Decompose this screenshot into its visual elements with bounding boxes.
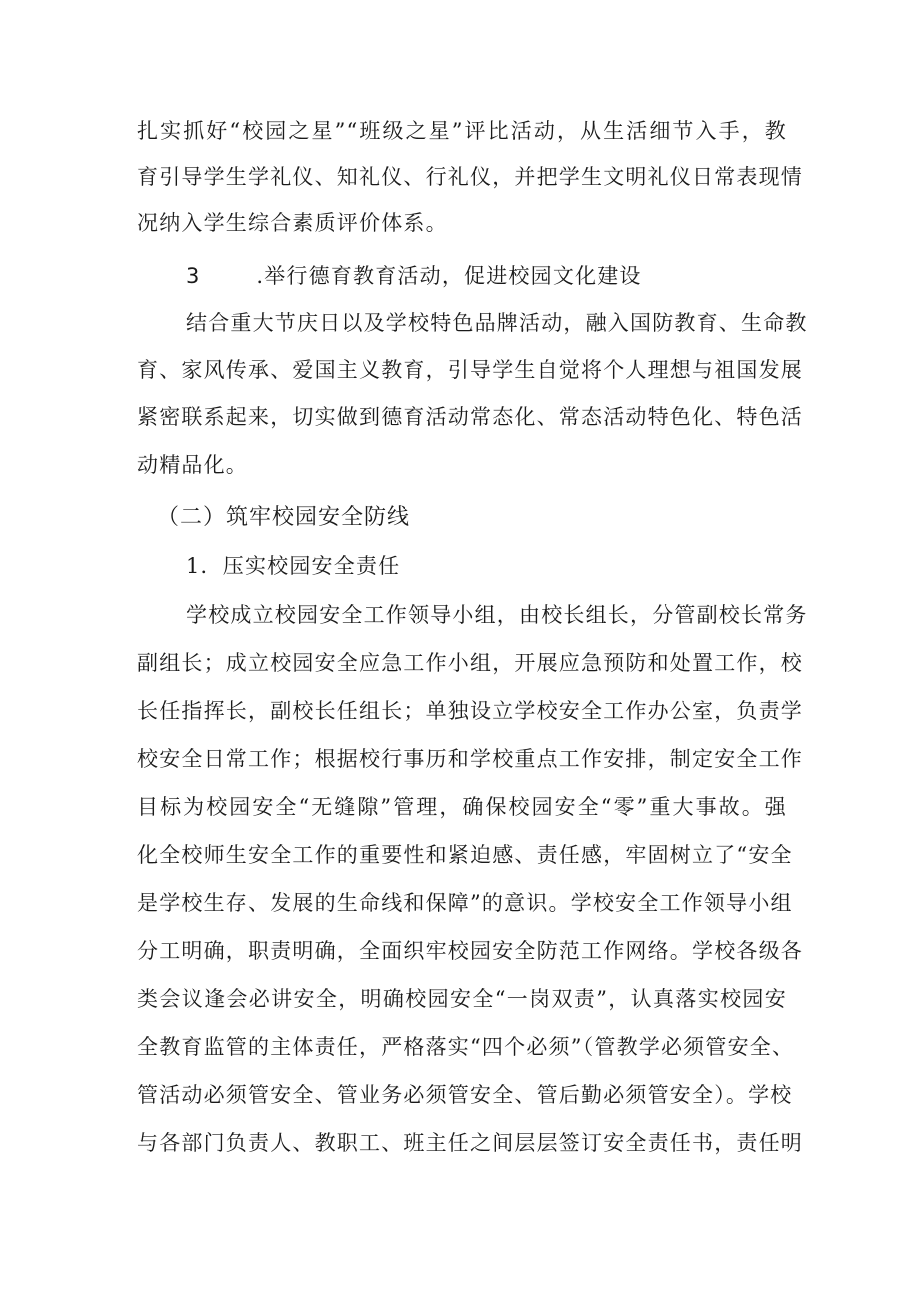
paragraph-line: 长任指挥长，副校长任组长；单独设立学校安全工作办公室，负责学: [137, 699, 803, 723]
item-3-heading: [186, 262, 786, 290]
item-3-title: .举行德育教育活动，促进校园文化建设: [256, 264, 642, 288]
paragraph-line: 目标为校园安全“无缝隙”管理，确保校园安全“零”重大事故。强: [137, 795, 787, 819]
paragraph-line: 副组长；成立校园安全应急工作小组，开展应急预防和处置工作，校: [137, 651, 803, 675]
item-1-heading: 1．压实校园安全责任: [186, 554, 401, 578]
paragraph-line: 结合重大节庆日以及学校特色品牌活动，融入国防教育、生命教: [186, 311, 808, 335]
paragraph-line: 是学校生存、发展的生命线和保障”的意识。学校安全工作领导小组: [137, 891, 793, 915]
paragraph-line: 紧密联系起来，切实做到德育活动常态化、常态活动特色化、特色活: [137, 405, 803, 429]
paragraph-line: 况纳入学生综合素质评价体系。: [137, 211, 448, 235]
paragraph-line: 学校成立校园安全工作领导小组，由校长组长，分管副校长常务: [186, 603, 808, 627]
paragraph-line: 类会议逢会必讲安全，明确校园安全“一岗双责”，认真落实校园安: [137, 987, 787, 1011]
item-3-number: 3: [186, 264, 201, 288]
paragraph-line: 全教育监管的主体责任，严格落实“四个必须”（管教学必须管安全、: [137, 1035, 795, 1059]
paragraph-line: 动精品化。: [137, 453, 248, 477]
paragraph-line: 化全校师生安全工作的重要性和紧迫感、责任感，牢固树立了“安全: [137, 843, 793, 867]
paragraph-line: 扎实抓好“校园之星”“班级之星”评比活动，从生活细节入手，教: [137, 119, 787, 143]
section-heading: （二）筑牢校园安全防线: [157, 505, 411, 530]
paragraph-line: 育、家风传承、爱国主义教育，引导学生自觉将个人理想与祖国发展: [137, 358, 803, 382]
paragraph-line: 育引导学生学礼仪、知礼仪、行礼仪，并把学生文明礼仪日常表现情: [137, 165, 803, 189]
paragraph-line: 管活动必须管安全、管业务必须管安全、管后勤必须管安全）。学校: [137, 1083, 793, 1107]
paragraph-line: 分工明确，职责明确，全面织牢校园安全防范工作网络。学校各级各: [137, 939, 803, 963]
paragraph-line: 校安全日常工作；根据校行事历和学校重点工作安排，制定安全工作: [137, 747, 803, 771]
paragraph-line: 与各部门负责人、教职工、班主任之间层层签订安全责任书，责任明: [137, 1131, 803, 1155]
